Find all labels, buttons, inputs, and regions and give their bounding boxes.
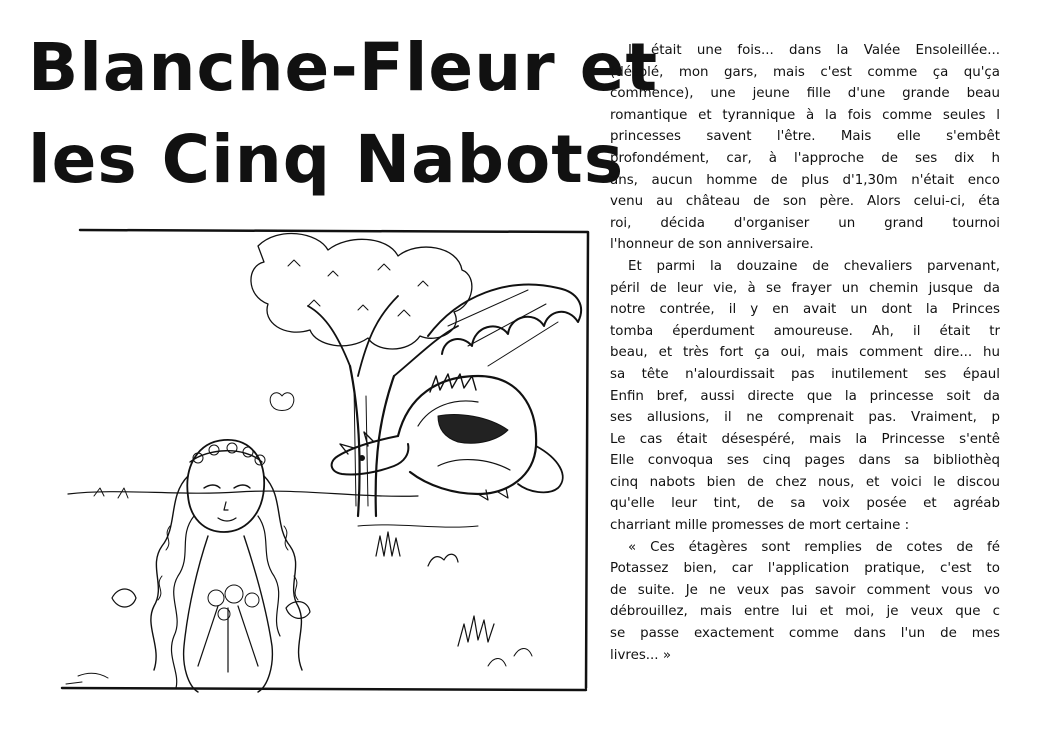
text-line: romantique et tyrannique à la fois comme seules l [610,107,1000,123]
text-line: Elle convoqua ses cinq pages dans sa bibliothèq [610,453,1000,469]
text-line: commence), une jeune fille d'une grande beau [610,86,1000,102]
text-line: péril de leur vie, à se frayer un chemin jusque da [610,280,1000,296]
text-line: l'honneur de son anniversaire. [610,237,814,253]
text-line: qu'elle leur tint, de sa voix posée et agréab [610,496,1000,512]
text-line: ans, aucun homme de plus d'1,30m n'était enco [610,172,1000,188]
princess-dragon-illustration [58,226,590,696]
story-text [610,40,1000,705]
text-line: Il était une fois... dans la Valée Ensoleillée... [628,43,1000,58]
text-line: charriant mille promesses de mort certaine : [610,518,910,534]
text-line: cinq nabots bien de chez nous, et voici le discou [610,474,1000,490]
text-line: Potassez bien, car l'application pratique, c'est to [610,561,1000,577]
text-line: princesses savent l'être. Mais elle s'embêt [610,129,1000,145]
text-line: Le cas était désespéré, mais la Princesse s'entê [610,431,1000,447]
text-line: Enfin bref, aussi directe que la princesse soit da [610,388,1000,404]
text-line: « Ces étagères sont remplies de cotes de fé [628,539,1000,555]
text-line: profondément, car, à l'approche de ses dix h [610,150,1000,166]
text-line: ses allusions, il ne comprenait pas. Vraiment, p [610,410,1000,426]
text-line: Et parmi la douzaine de chevaliers parvenant, [628,258,1000,274]
text-line: livres... » [610,647,672,663]
text-line: venu au château de son père. Alors celui-ci, éta [610,194,1000,210]
text-line: (désolé, mon gars, mais c'est comme ça qu'ça [610,64,1000,80]
text-line: beau, et très fort ça oui, mais comment dire... hu [610,345,1000,361]
text-line: se passe exactement comme dans l'un de mes [610,626,1000,642]
text-line: roi, décida d'organiser un grand tournoi [610,215,1000,231]
text-line: tomba éperdument amoureuse. Ah, il était tr [610,323,1000,339]
text-line: sa tête n'alourdissait pas inutilement ses épaul [610,366,1000,382]
page-title [28,22,659,206]
title-line-2: les Cinq Nabots [28,121,625,198]
text-line: de suite. Je ne veux pas savoir comment vous vo [610,582,1000,598]
text-line: débrouillez, mais entre lui et moi, je veux que c [610,604,1000,620]
text-line: notre contrée, il y en avait un dont la Princes [610,302,1000,318]
title-line-1: Blanche-Fleur et [28,29,659,106]
